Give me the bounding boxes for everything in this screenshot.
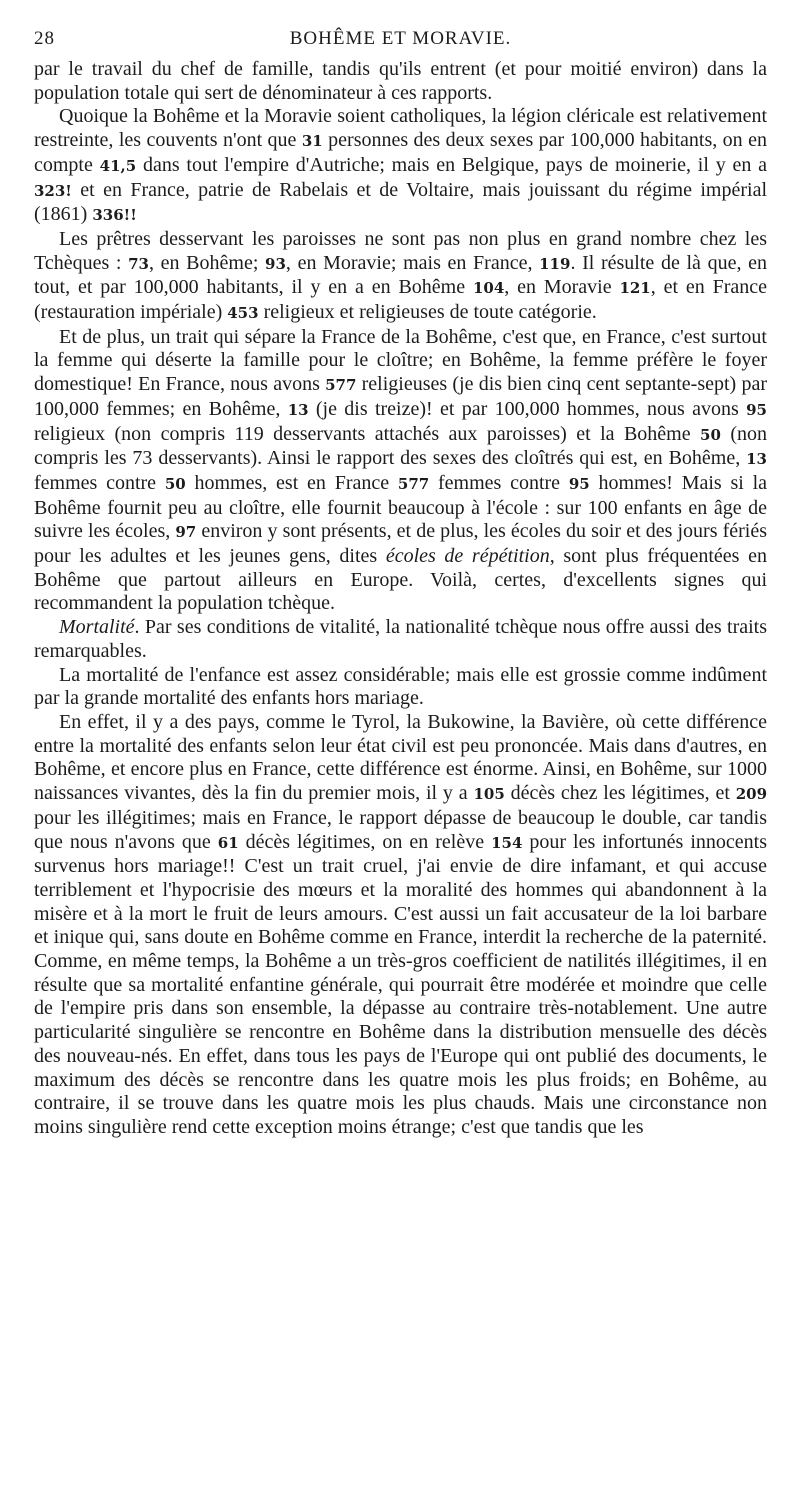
bold-figure: 577 xyxy=(397,474,430,493)
bold-figure: 95 xyxy=(568,474,590,493)
text-run: femmes contre xyxy=(34,471,165,494)
paragraph xyxy=(34,105,767,228)
bold-figure: 97 xyxy=(175,523,197,542)
text-run: . Par ses conditions de vitalité, la nationalité tchèque nous offre aussi des traits remarquables. xyxy=(34,616,767,662)
bold-figure: 41,5 xyxy=(99,156,137,175)
text-run: En effet, il y a des pays, comme le Tyrol, la Bukowine, la Bavière, où cette différence entre la mortalité des enfants selon leur état civil est peu prononcée. Mais dans d'autres, en Bohême, et encore plus en France, cette différence est énorme. Ainsi, en Bohême, sur 1000 naissances vivantes, dès la fin du premier mois, il y a xyxy=(34,710,767,805)
bold-figure: 154 xyxy=(491,833,523,852)
text-run: religieux (non compris 119 desservants attachés aux paroisses) et la Bohême xyxy=(34,422,701,445)
text-run: , sont plus fréquentées en Bohême que partout ailleurs en Europe. Voilà, certes, d'excellents signes qui recommandent la population tchèque. xyxy=(34,545,767,615)
paragraph xyxy=(34,664,767,711)
text-run: pour les illégitimes; mais en France, le rapport dépasse de beaucoup le double, car tandis que nous n'avons que xyxy=(34,806,767,853)
bold-figure: 31 xyxy=(301,132,323,151)
text-run: Quoique la Bohême et la Moravie soient catholiques, la légion cléricale est relativement restreinte, les couvents n'ont que xyxy=(34,105,767,152)
text-run: , et en France (restauration impériale) xyxy=(34,276,768,324)
text-run: dans tout l'empire d'Autriche; mais en Belgique, pays de moinerie, il y en a xyxy=(136,153,768,176)
text-run: La mortalité de l'enfance est assez considérable; mais elle est grossie comme indûment par la grande mortalité des enfants hors mariage. xyxy=(34,663,767,710)
text-run: Et de plus, un trait qui sépare la France de la Bohême, c'est que, en France, c'est surtout la femme qui déserte la famille pour le cloître; en Bohême, la femme préfère le foyer domestique! En France, nous avons xyxy=(34,325,767,396)
bold-figure: 50 xyxy=(700,425,721,444)
text-run: (je dis treize)! et par 100,000 hommes, nous avons xyxy=(308,397,747,420)
bold-figure: 104 xyxy=(472,279,505,298)
bold-figure: 73 xyxy=(128,254,149,273)
running-title: BOHÊME ET MORAVIE. xyxy=(289,28,512,49)
text-run: , en Bohême; xyxy=(148,251,266,274)
text-run: par le travail du chef de famille, tandis qu'ils entrent (et pour moitié environ) dans la population totale qui sert de dénominateur à ces rapports. xyxy=(34,58,767,104)
bold-figure: 119 xyxy=(539,254,571,273)
text-run: hommes! Mais si la Bohême fournit peu au cloître, elle fournit beaucoup à l'école : sur 100 enfants en âge de suivre les écoles, xyxy=(34,471,768,543)
body-text xyxy=(34,58,767,1140)
bold-figure: 453 xyxy=(227,304,259,323)
paragraph xyxy=(34,616,767,663)
text-run: environ y sont présents, et de plus, les écoles du soir et des jours fériés pour les adultes et les jeunes gens, dites xyxy=(34,520,767,568)
paragraph xyxy=(34,326,767,616)
page-header xyxy=(34,22,767,58)
text-run: femmes contre xyxy=(429,471,569,494)
bold-figure: 95 xyxy=(746,400,767,419)
book-page xyxy=(34,22,767,1140)
bold-figure: 61 xyxy=(217,833,239,852)
bold-figure: 50 xyxy=(164,474,186,493)
bold-figure: 13 xyxy=(287,400,309,419)
paragraph xyxy=(34,711,767,1140)
text-run: décès légitimes, on en relève xyxy=(238,830,492,853)
bold-figure: 105 xyxy=(473,785,505,804)
paragraph xyxy=(34,58,767,105)
bold-figure: 209 xyxy=(735,785,768,804)
italic-text: Mortalité xyxy=(59,616,135,639)
text-run: hommes, est en France xyxy=(185,471,398,494)
page-number: 28 xyxy=(34,28,55,49)
italic-text: écoles de répétition xyxy=(385,545,550,568)
bold-figure: 323! xyxy=(34,181,72,200)
bold-figure: 577 xyxy=(325,376,357,395)
text-run: Les prêtres desservant les paroisses ne sont pas non plus en grand nombre chez les Tchèques : xyxy=(34,227,767,274)
text-run: , en Moravie; mais en France, xyxy=(285,251,540,274)
bold-figure: 336!! xyxy=(92,206,137,225)
text-run: , en Moravie xyxy=(504,276,620,299)
text-run: décès chez les légitimes, et xyxy=(504,782,736,805)
bold-figure: 121 xyxy=(619,279,651,298)
text-run: . Il résulte de là que, en tout, et par 100,000 habitants, il y en a en Bohême xyxy=(34,251,767,299)
text-run: (non compris les 73 desservants). Ainsi le rapport des sexes des cloîtrés qui est, en Bohême, xyxy=(34,422,767,470)
text-run: religieux et religieuses de toute catégorie. xyxy=(258,301,597,324)
paragraph xyxy=(34,228,767,326)
bold-figure: 93 xyxy=(265,254,286,273)
text-run: et en France, patrie de Rabelais et de Voltaire, mais jouissant du régime impérial (1861) xyxy=(34,178,767,226)
text-run: pour les infortunés innocents survenus hors mariage!! C'est un trait cruel, j'ai envie de dire infamant, et qui accuse terriblement et l'hypocrisie des mœurs et la moralité des hommes qui abandonnent à la misère et à la mort le fruit de leurs amours. C'est aussi un fait accusateur de la loi barbare et inique qui, sans doute en Bohême comme en France, interdit la recherche de la paternité. Comme, en même temps, la Bohême a un très-gros coefficient de natilités illégitimes, il en résulte que sa mortalité enfantine générale, qui pourrait être modérée et moindre que celle de l'empire pris dans son ensemble, la dépasse au contraire très-notablement. Une autre particularité singulière se rencontre en Bohême dans la distribution mensuelle des décès des nouveau-nés. En effet, dans tous les pays de l'Europe qui ont publié des documents, le maximum des décès se rencontre dans les quatre mois les plus froids; en Bohême, au contraire, il se trouve dans les quatre mois les plus chauds. Mais une circonstance non moins singulière rend cette exception moins étrange; c'est que tandis que les xyxy=(34,830,767,1138)
text-run: religieuses (je dis bien cinq cent septante-sept) par 100,000 femmes; en Bohême, xyxy=(34,373,767,420)
text-run: personnes des deux sexes par 100,000 habitants, on en compte xyxy=(34,129,767,176)
bold-figure: 13 xyxy=(746,450,767,469)
